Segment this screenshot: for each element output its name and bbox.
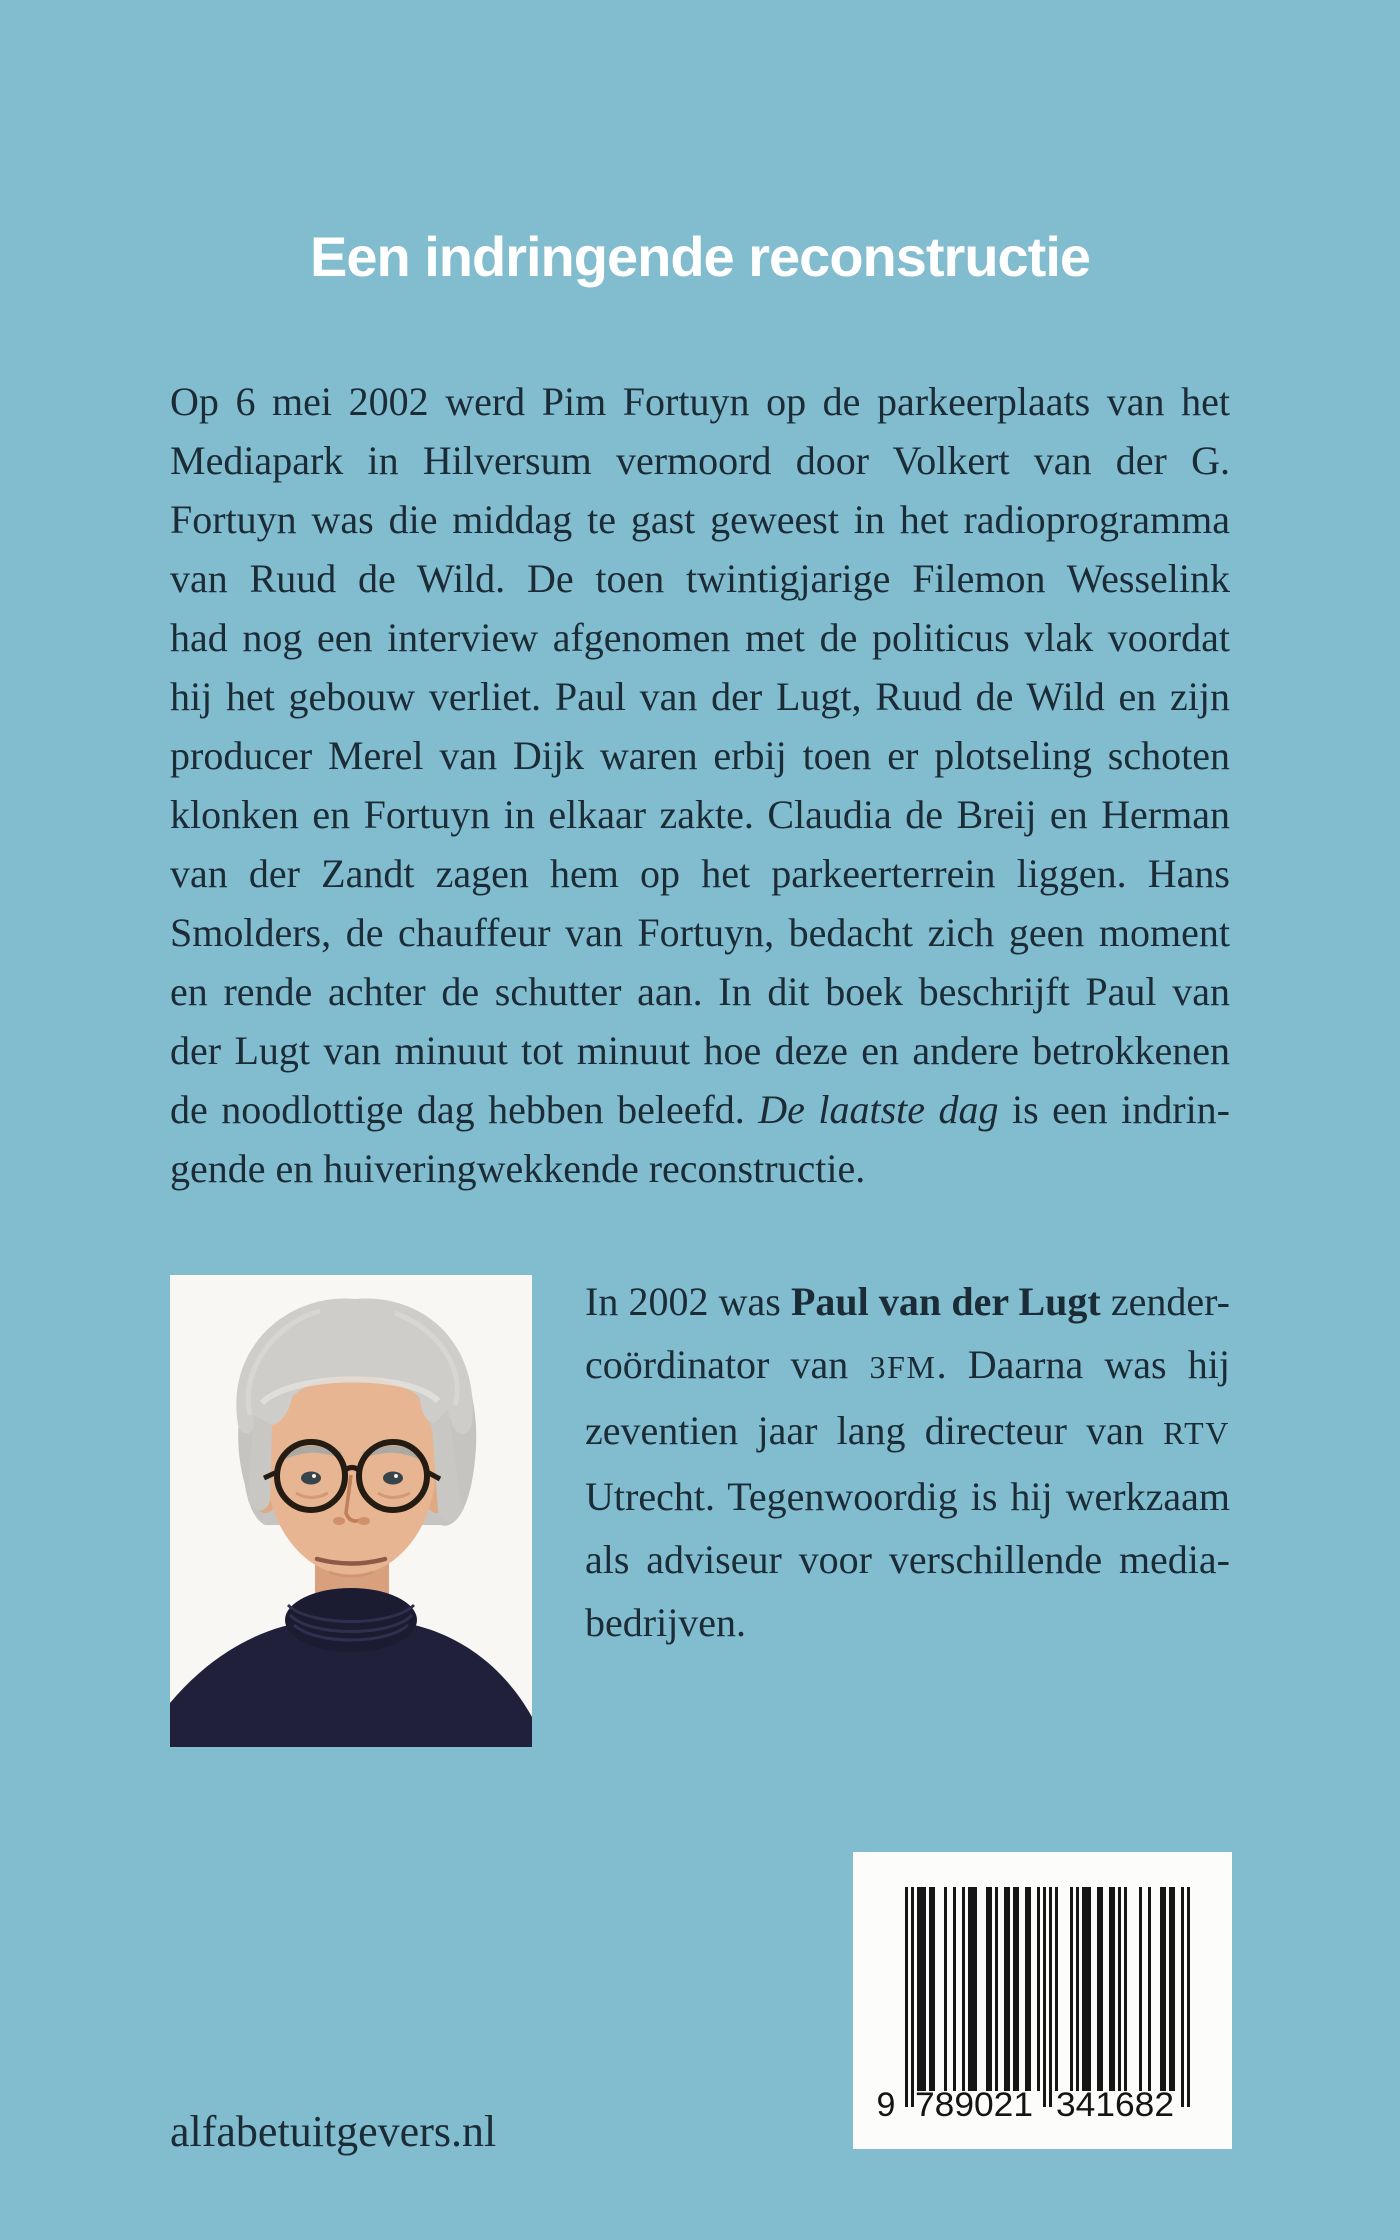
author-name-bold: Paul van der Lugt (790, 1279, 1101, 1324)
bio-text: coördinator van (585, 1342, 870, 1387)
author-photo-graphic (170, 1275, 532, 1747)
station-name-smallcaps: RTV (1163, 1415, 1230, 1451)
bio-text: zender- (1100, 1279, 1230, 1324)
bio-text: zeventien jaar lang directeur van (585, 1408, 1164, 1453)
synopsis-text: de noodlottige dag hebben beleefd. (170, 1087, 759, 1132)
synopsis-line-with-book-title (170, 1080, 1230, 1139)
bio-line: Utrecht. Tegenwoordig is hij werkzaam (585, 1474, 1230, 1519)
synopsis-line: Op 6 mei 2002 werd Pim Fortuyn op de parkeerplaats van het (170, 379, 1230, 424)
bio-line (585, 1270, 1230, 1333)
author-bio (585, 1270, 1230, 1654)
synopsis-line: gende en huiveringwekkende reconstructie. (170, 1146, 866, 1191)
synopsis-line: producer Merel van Dijk waren erbij toen er plotseling schoten (170, 733, 1230, 778)
bio-line: bedrijven. (585, 1600, 747, 1645)
synopsis-line: klonken en Fortuyn in elkaar zakte. Claudia de Breij en Herman (170, 792, 1230, 837)
synopsis-line: der Lugt van minuut tot minuut hoe deze en andere betrokkenen (170, 1028, 1230, 1073)
synopsis-line: en rende achter de schutter aan. In dit boek beschrijft Paul van (170, 969, 1230, 1014)
barcode-digits-right: 341682 (1056, 2086, 1174, 2124)
bio-line: als adviseur voor verschillende media- (585, 1537, 1230, 1582)
tagline: Een indringende reconstructie (309, 225, 1091, 288)
synopsis-line: Mediapark in Hilversum vermoord door Volkert van der G. (170, 438, 1230, 483)
isbn-barcode (853, 1852, 1232, 2149)
synopsis-line: had nog een interview afgenomen met de politicus vlak voordat (170, 615, 1230, 660)
bio-line (585, 1399, 1230, 1465)
synopsis-text: is een indrin- (998, 1087, 1230, 1132)
synopsis-line: van Ruud de Wild. De toen twintigjarige Filemon Wesselink (170, 556, 1230, 601)
bio-text: In 2002 was (585, 1279, 791, 1324)
station-name-smallcaps: 3FM (869, 1349, 937, 1385)
author-photo (170, 1275, 532, 1747)
barcode-digits-left: 789021 (915, 2086, 1033, 2124)
synopsis (170, 372, 1230, 1198)
ean13-barcode-graphic (853, 1852, 1232, 2149)
barcode-digit-first: 9 (876, 2086, 896, 2124)
synopsis-line: van der Zandt zagen hem op het parkeerterrein liggen. Hans (170, 851, 1230, 896)
publisher-url: alfabetuitgevers.nl (170, 2107, 497, 2156)
synopsis-line: Fortuyn was die middag te gast geweest in het radioprogramma (170, 497, 1230, 542)
synopsis-line: Smolders, de chauffeur van Fortuyn, bedacht zich geen moment (170, 910, 1230, 955)
book-title-italic: De laatste dag (758, 1087, 999, 1132)
bio-line (585, 1333, 1230, 1399)
synopsis-line: hij het gebouw verliet. Paul van der Lugt, Ruud de Wild en zijn (170, 674, 1230, 719)
bio-text: . Daarna was hij (936, 1342, 1230, 1387)
